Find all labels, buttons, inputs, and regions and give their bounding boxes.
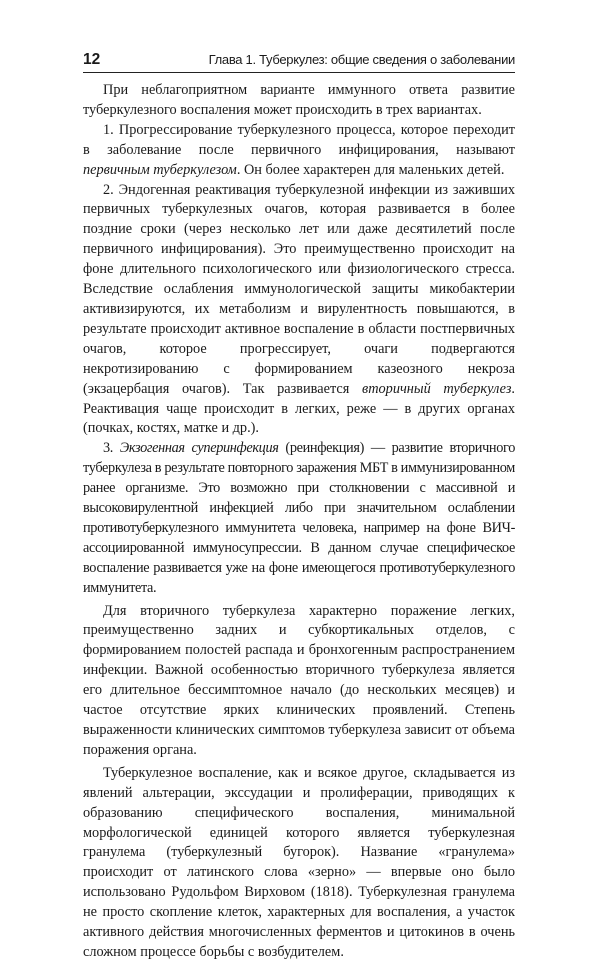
paragraph-2 [83,181,515,440]
body-text [83,81,515,963]
term-primary-tb: первичным туберкулезом [83,161,237,178]
chapter-title: Глава 1. Туберкулез: общие сведения о заболевании [208,52,515,67]
paragraph-5: Туберкулезное воспаление, как и всякое другое, складывается из явлений альтерации, экссудации и пролиферации, приводящих к образованию специфического воспаления, минимальной морфологической единицей которого является туберкулезная гранулема (туберкулезный бугорок). Название «гранулема» происходит от латинского слова «зерно» — впервые оно было использовано Рудольфом Вирховом (1818). Туберкулезная гранулема не просто скопление клеток, характерных для воспаления, а участок активного действия многочисленных ферментов и цитокинов в очень сложном процессе борьбы с возбудителем. [83,764,515,960]
running-header [83,50,515,70]
term-secondary-tb: вторичный туберкулез [362,380,512,397]
term-exogenous-superinfection: Экзогенная суперинфекция [119,440,279,457]
page-number: 12 [83,51,101,68]
paragraph-1 [83,121,515,181]
paragraph-3-text-a: 3. [103,440,120,457]
paragraph-1-text-b: . Он более характерен для маленьких детей. [236,161,505,178]
paragraph-3-text-b: (реинфекция) — развитие вторичного туберкулеза в результате повторного заражения МБТ в иммунизированном ранее организме. Это возможно при столкновении с массивной и высоковирулентной инфекцией либо при значительном ослаблении противотуберкулезного иммунитета человека, например на фоне ВИЧ-ассоциированной иммуносупрессии. В данном случае специфическое воспаление развивается уже на фоне имеющегося противотуберкулезного иммунитета. [83,440,515,596]
paragraph-1-text-a: 1. Прогрессирование туберкулезного процесса, которое переходит в заболевание после первичного инфицирования, называют [83,121,515,158]
header-rule [83,72,515,73]
paragraph-2-text-a: 2. Эндогенная реактивация туберкулезной инфекции из заживших первичных туберкулезных очагов, которая развивается в более поздние сроки (через несколько лет или даже десятилетий после первичного инфицирования). Это преимущественно происходит на фоне длительного психологического или физиологического стресса. Вследствие ослабления иммунологической защиты микобактерии активизируются, их метаболизм и вирулентность повышаются, в результате происходит активное воспаление в области постпервичных очагов, которое прогрессирует, очаги подвергаются некротизированию с формированием казеозного некроза (экзацербация очагов). Так развивается [83,181,515,397]
paragraph-4: Для вторичного туберкулеза характерно поражение легких, преимущественно задних и субкортикальных отделов, с формированием полостей распада и бронхогенным распространением инфекции. Важной особенностью вторичного туберкулеза является его длительное бессимптомное начало (до нескольких месяцев) и частое отсутствие ярких клинических проявлений. Степень выраженности клинических симптомов туберкулеза зависит от объема поражения органа. [83,602,515,758]
paragraph-intro: При неблагоприятном варианте иммунного ответа развитие туберкулезного воспаления может происходить в трех вариантах. [83,82,515,118]
paragraph-2-text-b: . Реактивация чаще происходит в легких, реже — в других органах (почках, костях, матке и др.). [83,380,515,437]
paragraph-3 [83,439,515,598]
